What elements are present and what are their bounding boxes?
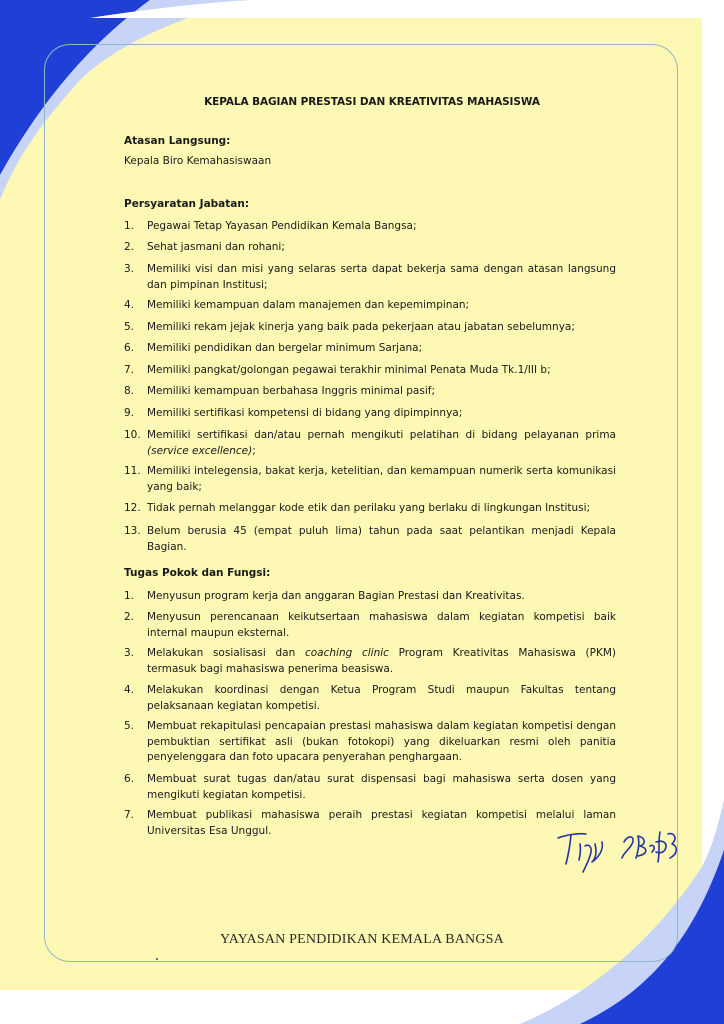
supervisor-value: Kepala Biro Kemahasiswaan bbox=[124, 155, 272, 167]
item-text: Pegawai Tetap Yayasan Pendidikan Kemala Bangsa; bbox=[147, 220, 417, 232]
item-text-after: Program Kreativitas Mahasiswa (PKM) termasuk bagi mahasiswa penerima beasiswa. bbox=[147, 647, 616, 675]
item-text: Memiliki intelegensia, bakat kerja, ketelitian, dan kemampuan numerik serta komunikasi yang baik; bbox=[147, 465, 616, 493]
item-number: 10. bbox=[124, 429, 141, 441]
item-text: Sehat jasmani dan rohani; bbox=[147, 241, 285, 253]
item-text-italic: (service excellence) bbox=[147, 444, 253, 457]
duties-heading: Tugas Pokok dan Fungsi: bbox=[124, 567, 271, 579]
item-number: 3. bbox=[124, 647, 135, 659]
item-number: 4. bbox=[124, 684, 135, 696]
item-text: Membuat rekapitulasi pencapaian prestasi mahasiswa dalam kegiatan kompetisi dengan pembuktian sertifikat asli (bukan fotokopi) yang dikeluarkan resmi oleh panitia penyelenggara dan foto upacara penyerahan penghargaan. bbox=[147, 720, 616, 763]
item-text-before: Melakukan sosialisasi dan bbox=[147, 647, 305, 659]
item-number: 6. bbox=[124, 342, 135, 354]
item-text bbox=[147, 646, 616, 677]
item-text: Tidak pernah melanggar kode etik dan perilaku yang berlaku di lingkungan Institusi; bbox=[147, 502, 591, 514]
item-text: Belum berusia 45 (empat puluh lima) tahun pada saat pelantikan menjadi Kepala Bagian. bbox=[147, 525, 616, 553]
item-number: 1. bbox=[124, 220, 135, 232]
item-text-after: ; bbox=[252, 444, 256, 457]
item-number: 2. bbox=[124, 611, 135, 623]
item-number: 11. bbox=[124, 465, 141, 477]
item-number: 3. bbox=[124, 263, 135, 275]
item-text: Membuat publikasi mahasiswa peraih prestasi kegiatan kompetisi melalui laman Universitas Esa Unggul. bbox=[147, 809, 616, 837]
item-number: 9. bbox=[124, 407, 135, 419]
supervisor-heading: Atasan Langsung: bbox=[124, 135, 231, 147]
item-number: 6. bbox=[124, 773, 135, 785]
item-text: Memiliki rekam jejak kinerja yang baik pada pekerjaan atau jabatan sebelumnya; bbox=[147, 321, 575, 333]
stray-dot bbox=[156, 958, 158, 960]
item-number: 13. bbox=[124, 525, 141, 537]
item-text: Memiliki kemampuan dalam manajemen dan kepemimpinan; bbox=[147, 299, 470, 311]
requirements-heading: Persyaratan Jabatan: bbox=[124, 198, 250, 210]
item-number: 12. bbox=[124, 502, 141, 514]
item-text: Membuat surat tugas dan/atau surat dispensasi bagi mahasiswa serta dosen yang mengikuti kegiatan kompetisi. bbox=[147, 773, 616, 801]
item-text: Memiliki kemampuan berbahasa Inggris minimal pasif; bbox=[147, 385, 435, 397]
item-number: 5. bbox=[124, 321, 135, 333]
document-title: KEPALA BAGIAN PRESTASI DAN KREATIVITAS MAHASISWA bbox=[204, 96, 540, 108]
item-text: Memiliki visi dan misi yang selaras serta dapat bekerja sama dengan atasan langsung dan pimpinan Institusi; bbox=[147, 263, 616, 291]
item-number: 8. bbox=[124, 385, 135, 397]
item-number: 5. bbox=[124, 720, 135, 732]
item-number: 2. bbox=[124, 241, 135, 253]
item-text: Memiliki pangkat/golongan pegawai terakhir minimal Penata Muda Tk.1/III b; bbox=[147, 364, 551, 376]
item-text-before: Memiliki sertifikasi dan/atau pernah mengikuti pelatihan di bidang pelayanan prima bbox=[147, 429, 616, 441]
item-text: Menyusun perencanaan keikutsertaan mahasiswa dalam kegiatan kompetisi baik internal maupun eksternal. bbox=[147, 611, 616, 639]
item-text: Menyusun program kerja dan anggaran Bagian Prestasi dan Kreativitas. bbox=[147, 590, 525, 602]
item-text: Melakukan koordinasi dengan Ketua Program Studi maupun Fakultas tentang pelaksanaan kegiatan kompetisi. bbox=[147, 684, 616, 712]
item-number: 7. bbox=[124, 364, 135, 376]
item-text: Memiliki sertifikasi kompetensi di bidang yang dipimpinnya; bbox=[147, 407, 463, 419]
item-number: 7. bbox=[124, 809, 135, 821]
handwritten-initials-icon bbox=[552, 822, 684, 874]
item-text bbox=[147, 428, 616, 459]
item-number: 1. bbox=[124, 590, 135, 602]
item-number: 4. bbox=[124, 299, 135, 311]
footer-foundation-name: YAYASAN PENDIDIKAN KEMALA BANGSA bbox=[220, 932, 504, 947]
item-text-italic: coaching clinic bbox=[304, 647, 389, 659]
item-text: Memiliki pendidikan dan bergelar minimum Sarjana; bbox=[147, 342, 423, 354]
